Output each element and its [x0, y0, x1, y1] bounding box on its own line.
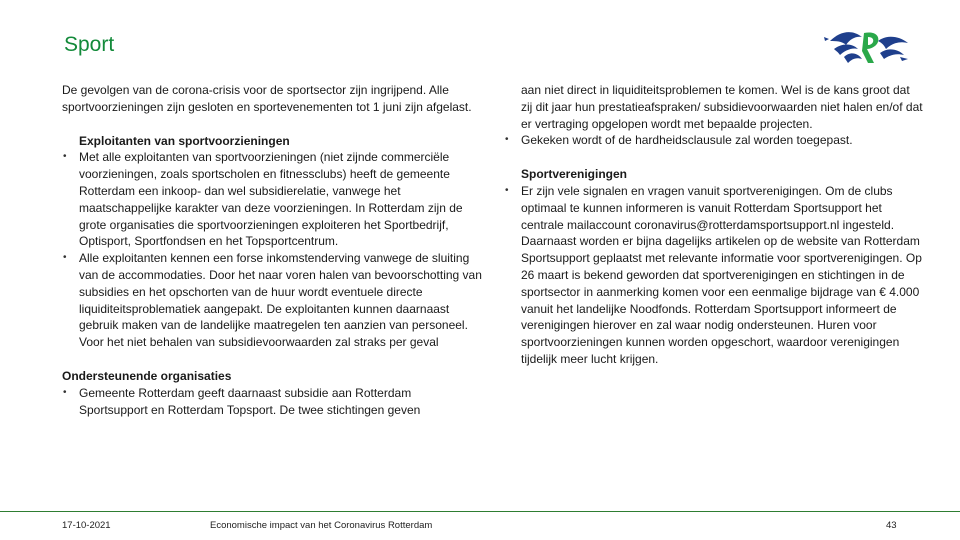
- left-column: [62, 82, 482, 418]
- footer-date: 17-10-2021: [62, 520, 111, 531]
- sportverenigingen-heading: Sportverenigingen: [521, 167, 628, 182]
- footer-divider: [0, 511, 960, 512]
- ondersteunende-list: [62, 385, 482, 419]
- footer-title: Economische impact van het Coronavirus Rotterdam: [210, 520, 433, 531]
- page-number: 43: [886, 520, 897, 531]
- right-column: [504, 82, 924, 368]
- list-item: • Alle exploitanten kennen een forse inkomstenderving vanwege de sluiting van de accommodaties. Door het naar voren halen van bevoorschotting van subsidies en het opschorten van de huur wordt eventuele directe liquiditeitsproblematiek aangepakt. De exploitanten kunnen daarnaast gebruik maken van de landelijke maatregelen ten aanzien van personeel. Voor het niet behalen van subsidievoorwaarden zal straks per geval: [62, 250, 482, 351]
- page-title: Sport: [64, 33, 115, 56]
- rotterdam-logo-icon: [822, 27, 910, 67]
- list-item: • Met alle exploitanten van sportvoorzieningen (niet zijnde commerciële voorzieningen, zoals sportscholen en fitnessclubs) heeft de gemeente Rotterdam een inkoop- dan wel subsidierelatie, vanwege het maatschappelijke karakter van deze voorzieningen. In Rotterdam zijn de grote organisaties die sportvoorzieningen exploiteren het Sportbedrijf, Optisport, Sportfondsen en het Topsportcentrum.: [62, 149, 482, 250]
- list-item: • Gekeken wordt of de hardheidsclausule zal worden toegepast.: [504, 132, 924, 149]
- list-item: • Gemeente Rotterdam geeft daarnaast subsidie aan Rotterdam Sportsupport en Rotterdam Topsport. De twee stichtingen geven: [62, 385, 482, 419]
- intro-paragraph: De gevolgen van de corona-crisis voor de sportsector zijn ingrijpend. Alle sportvoorzieningen zijn gesloten en sportevenementen tot 1 juni zijn afgelast.: [62, 83, 472, 114]
- list-item: • Er zijn vele signalen en vragen vanuit sportverenigingen. Om de clubs optimaal te kunnen informeren is vanuit Rotterdam Sportsupport het centrale mailaccount coronavirus@rotterdamsportsupport.nl ingesteld. Daarnaast worden er bijna dagelijks artikelen op de website van Rotterdam Sportsupport geplaatst met relevante informatie voor sportverenigingen. Op 26 maart is bekend geworden dat sportverenigingen en stichtingen in de sportsector in aanmerking komen voor een eenmalige bijdrage van € 4.000 vanuit het landelijke Noodfonds. Rotterdam Sportsupport informeert de verenigingen hierover en zal waar nodig ondersteunen. Huren voor sportvoorzieningen kunnen worden opgeschort, waardoor verenigingen tijdelijk meer lucht krijgen.: [504, 183, 924, 368]
- ondersteunende-heading: Ondersteunende organisaties: [62, 368, 232, 383]
- exploitanten-heading: Exploitanten van sportvoorzieningen: [79, 133, 290, 148]
- sportverenigingen-list: [504, 183, 924, 368]
- continuation-list: [504, 82, 924, 149]
- exploitanten-list: [62, 149, 482, 351]
- continuation-text: aan niet direct in liquiditeitsproblemen te komen. Wel is de kans groot dat zij dit jaar hun prestatieafspraken/ subsidievoorwaarden niet halen en/of dat er vertraging opgelopen wordt met bepaalde projecten.: [521, 83, 923, 131]
